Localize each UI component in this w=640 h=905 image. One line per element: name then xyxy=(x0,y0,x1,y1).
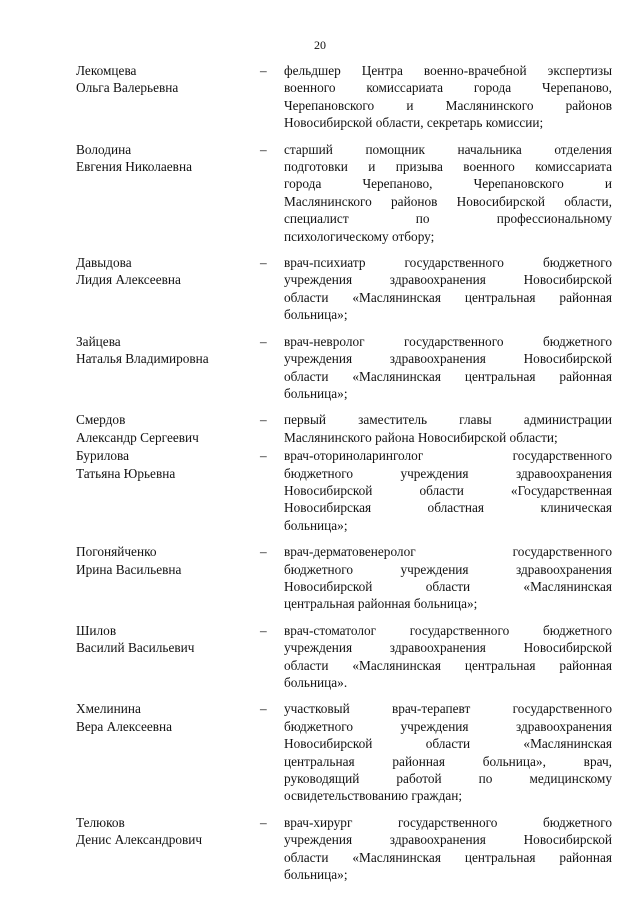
member-position-line: больница». xyxy=(284,675,348,690)
member-name xyxy=(76,447,260,482)
member-surname: Бурилова xyxy=(76,448,130,464)
member-position xyxy=(284,622,612,692)
member-position-line: больница»; xyxy=(284,307,348,323)
member-given-names: Лидия Алексеевна xyxy=(76,272,181,288)
member-entry xyxy=(76,447,612,534)
member-surname: Погоняйченко xyxy=(76,544,157,560)
member-entry xyxy=(76,62,612,132)
member-given-names: Вера Алексеевна xyxy=(76,718,173,734)
member-position-line: Новосибирская областная клиническая xyxy=(284,500,612,516)
member-surname: Хмелинина xyxy=(76,701,141,717)
member-position-line: учреждения здравоохранения Новосибирской xyxy=(284,272,612,288)
member-position-line: Маслянинского района Новосибирской области; xyxy=(284,429,558,445)
member-name xyxy=(76,333,260,368)
member-dash: – xyxy=(260,622,267,638)
member-given-names: Наталья Владимировна xyxy=(76,351,209,367)
member-given-names: Василий Васильевич xyxy=(76,640,195,656)
member-dash: – xyxy=(260,255,267,271)
member-position-line: врач-невролог государственного бюджетного xyxy=(284,333,612,349)
member-position-line: освидетельствованию граждан; xyxy=(284,788,463,804)
member-position-line: учреждения здравоохранения Новосибирской xyxy=(284,832,612,848)
member-position-line: Новосибирской области, секретарь комиссии; xyxy=(284,115,544,131)
member-dash: – xyxy=(260,448,267,464)
member-entry xyxy=(76,622,612,692)
member-position xyxy=(284,814,612,884)
member-dash: – xyxy=(260,412,267,428)
member-position xyxy=(284,700,612,804)
member-position xyxy=(284,141,612,245)
member-name xyxy=(76,254,260,289)
member-name xyxy=(76,543,260,578)
member-position-line: бюджетного учреждения здравоохранения xyxy=(284,561,612,577)
member-position-line: центральная районная больница», врач, xyxy=(284,753,612,769)
member-entry xyxy=(76,333,612,403)
member-name xyxy=(76,62,260,97)
member-name xyxy=(76,700,260,735)
page-number: 20 xyxy=(314,38,326,52)
member-position xyxy=(284,62,612,132)
member-surname: Лекомцева xyxy=(76,63,137,78)
member-surname: Телюков xyxy=(76,814,125,830)
member-position xyxy=(284,543,612,613)
member-position-line: больница»; xyxy=(284,517,348,533)
member-dash: – xyxy=(260,141,267,157)
member-given-names: Ольга Валерьевна xyxy=(76,80,179,96)
member-surname: Давыдова xyxy=(76,255,132,271)
member-name xyxy=(76,141,260,176)
member-dash: – xyxy=(260,701,267,717)
member-position-line: Маслянинского районов Новосибирской области, xyxy=(284,193,612,209)
member-position-line: участковый врач-терапевт государственного xyxy=(284,701,612,717)
member-given-names: Евгения Николаевна xyxy=(76,159,192,175)
member-position-line: первый заместитель главы администрации xyxy=(284,412,612,428)
member-name xyxy=(76,411,260,446)
member-position-line: Новосибирской области «Маслянинская xyxy=(284,736,612,752)
member-position-line: психологическому отбору; xyxy=(284,228,435,244)
member-position-line: врач-стоматолог государственного бюджетного xyxy=(284,622,612,638)
member-position-line: Новосибирской области «Маслянинская xyxy=(284,578,612,594)
commission-members-list xyxy=(76,62,612,883)
member-position-line: руководящий работой по медицинскому xyxy=(284,771,612,787)
member-position-line: области «Маслянинская центральная районная xyxy=(284,368,612,384)
member-surname: Володина xyxy=(76,141,132,157)
member-position-line: Новосибирской области «Государственная xyxy=(284,482,612,498)
member-given-names: Ирина Васильевна xyxy=(76,561,182,577)
member-position-line: старший помощник начальника отделения xyxy=(284,141,612,157)
member-dash: – xyxy=(260,63,267,78)
member-position xyxy=(284,447,612,534)
member-position-line: области «Маслянинская центральная районная xyxy=(284,657,612,673)
member-position-line: области «Маслянинская центральная районная xyxy=(284,849,612,865)
member-surname: Смердов xyxy=(76,412,126,428)
member-given-names: Денис Александрович xyxy=(76,832,203,848)
member-entry xyxy=(76,141,612,245)
member-dash: – xyxy=(260,814,267,830)
member-position-line: врач-дерматовенеролог государственного xyxy=(284,544,612,560)
member-position-line: фельдшер Центра военно-врачебной экспертизы xyxy=(284,63,612,78)
member-entry xyxy=(76,700,612,804)
member-position-line: учреждения здравоохранения Новосибирской xyxy=(284,351,612,367)
member-dash: – xyxy=(260,544,267,560)
member-position-line: города Черепаново, Черепановского и xyxy=(284,176,612,192)
member-given-names: Александр Сергеевич xyxy=(76,429,199,445)
member-dash: – xyxy=(260,333,267,349)
member-position-line: специалист по профессиональному xyxy=(284,211,612,227)
member-surname: Зайцева xyxy=(76,333,121,349)
member-position-line: военного комиссариата города Черепаново, xyxy=(284,80,612,96)
member-position-line: подготовки и призыва военного комиссариата xyxy=(284,159,612,175)
member-position-line: больница»; xyxy=(284,385,348,401)
member-entry xyxy=(76,411,612,446)
member-surname: Шилов xyxy=(76,622,117,638)
member-position xyxy=(284,333,612,403)
member-position xyxy=(284,411,612,446)
member-position-line: больница»; xyxy=(284,867,348,883)
member-position-line: области «Маслянинская центральная районная xyxy=(284,289,612,305)
member-entry xyxy=(76,254,612,324)
member-position-line: центральная районная больница»; xyxy=(284,596,478,612)
member-entry xyxy=(76,814,612,884)
member-position-line: врач-хирург государственного бюджетного xyxy=(284,814,612,830)
member-position-line: Черепановского и Маслянинского районов xyxy=(284,97,612,113)
member-position-line: учреждения здравоохранения Новосибирской xyxy=(284,640,612,656)
member-position-line: бюджетного учреждения здравоохранения xyxy=(284,718,612,734)
member-position xyxy=(284,254,612,324)
member-entry xyxy=(76,543,612,613)
member-position-line: врач-оториноларинголог государственного xyxy=(284,448,612,464)
member-position-line: врач-психиатр государственного бюджетного xyxy=(284,255,612,271)
member-position-line: бюджетного учреждения здравоохранения xyxy=(284,465,612,481)
member-given-names: Татьяна Юрьевна xyxy=(76,465,176,481)
member-name xyxy=(76,814,260,849)
member-name xyxy=(76,622,260,657)
